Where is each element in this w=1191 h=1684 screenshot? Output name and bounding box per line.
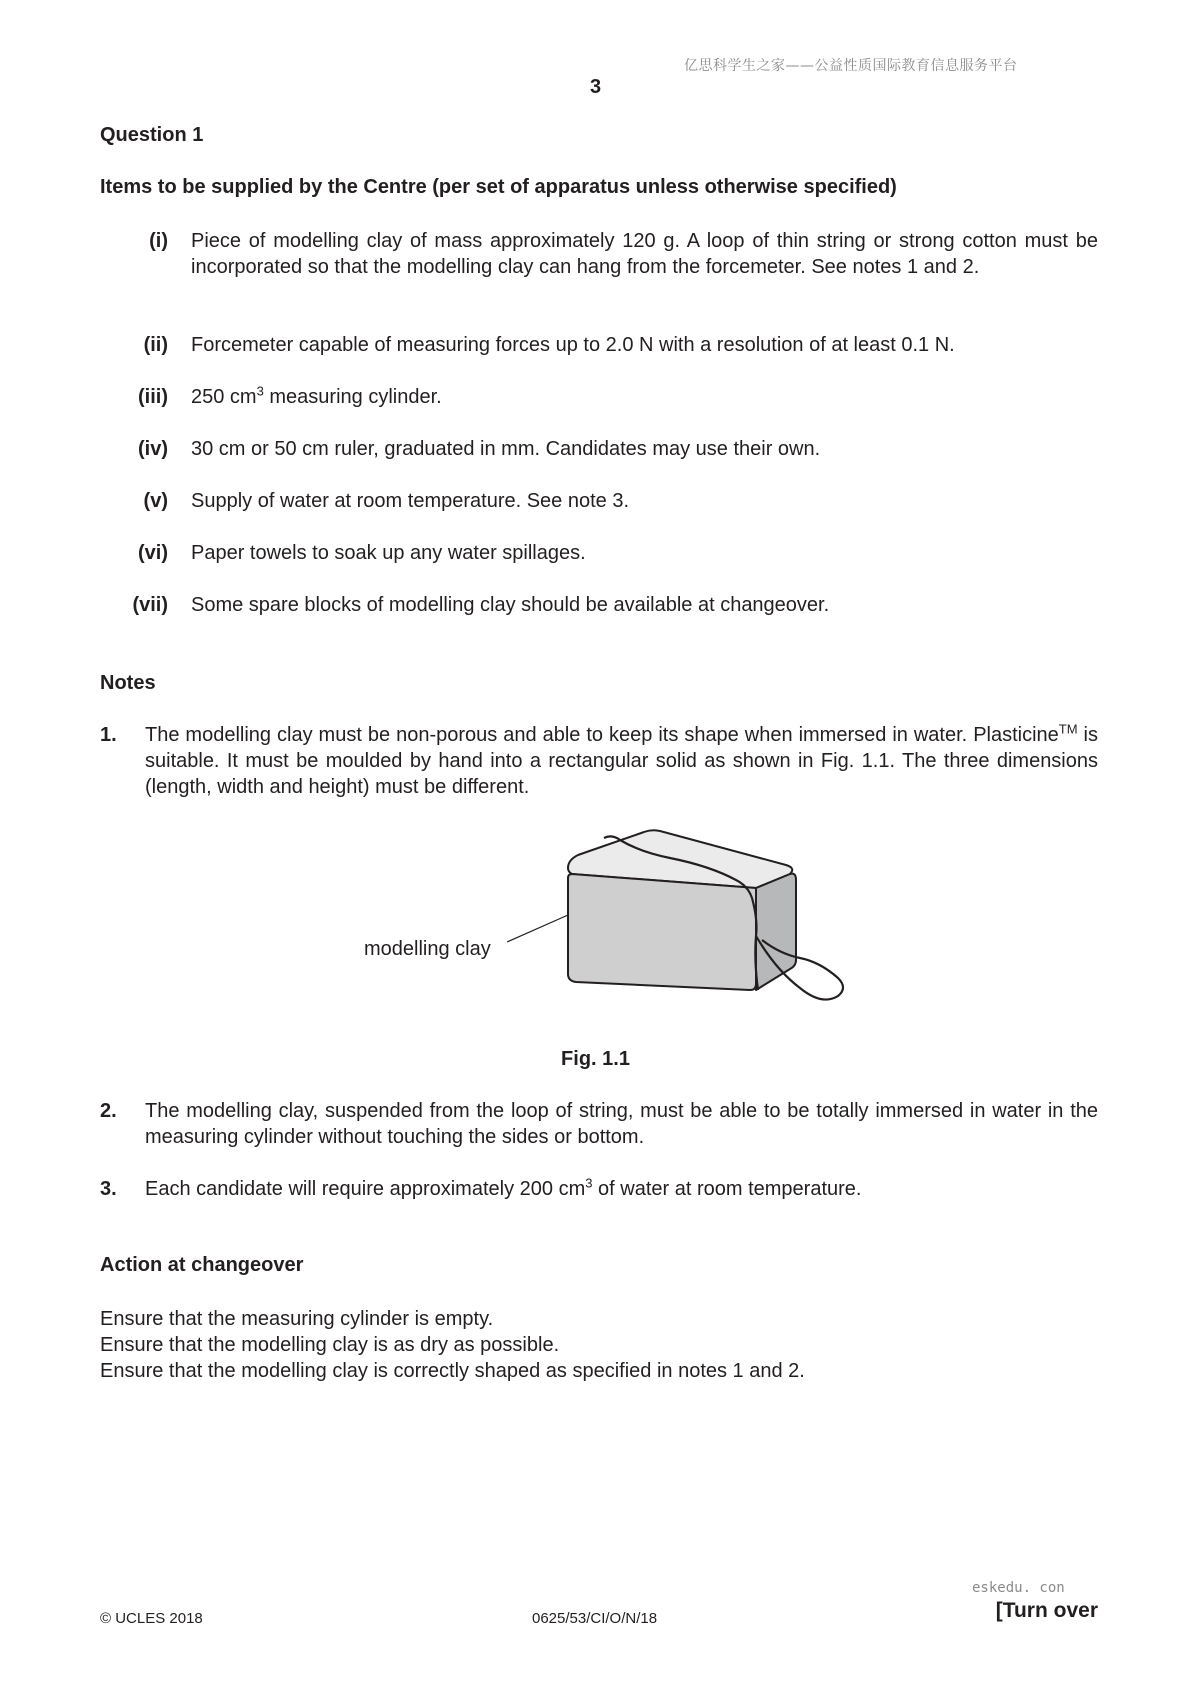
figure-leader-line: [507, 915, 568, 942]
item-text: Some spare blocks of modelling clay should be available at changeover.: [191, 594, 830, 616]
figure-caption: Fig. 1.1: [561, 1048, 630, 1070]
note-text-part: is suitable. It must be moulded by hand into a rectangular solid as shown in Fig. 1.1. The three dimensions (length, width and height) must be different.: [145, 724, 1098, 798]
changeover-heading: Action at changeover: [100, 1254, 304, 1276]
notes-heading: Notes: [100, 672, 156, 694]
item-text: Piece of modelling clay of mass approximately 120 g. A loop of thin string or strong cotton must be incorporated so that the modelling clay can hang from the forcemeter. See notes 1 and 2.: [191, 230, 1098, 278]
item-number: (vii): [132, 594, 168, 616]
copyright: © UCLES 2018: [100, 1610, 203, 1627]
note-number: 1.: [100, 724, 117, 746]
changeover-line: Ensure that the measuring cylinder is empty.: [100, 1308, 494, 1330]
changeover-line: Ensure that the modelling clay is as dry as possible.: [100, 1334, 560, 1356]
note-number: 3.: [100, 1178, 117, 1200]
item-text-part: measuring cylinder.: [263, 386, 442, 408]
changeover-line: Ensure that the modelling clay is correctly shaped as specified in notes 1 and 2.: [100, 1360, 805, 1382]
item-text: Supply of water at room temperature. See note 3.: [191, 490, 630, 512]
question-title: Question 1: [100, 124, 204, 146]
watermark-top: 亿思科学生之家——公益性质国际教育信息服务平台: [684, 58, 1018, 74]
note-text-part: Each candidate will require approximately 200 cm: [145, 1178, 586, 1200]
item-text: Forcemeter capable of measuring forces up to 2.0 N with a resolution of at least 0.1 N.: [191, 334, 955, 356]
clay-side-face: [756, 874, 796, 990]
figure-label: modelling clay: [364, 938, 491, 960]
note-text-part: The modelling clay must be non-porous and able to keep its shape when immersed in water. Plasticine: [145, 724, 1059, 746]
item-text: 30 cm or 50 cm ruler, graduated in mm. Candidates may use their own.: [191, 438, 821, 460]
item-number: (vi): [138, 542, 168, 564]
note-text: The modelling clay, suspended from the loop of string, must be able to be totally immersed in water in the measuring cylinder without touching the sides or bottom.: [145, 1100, 1098, 1148]
note-text-part: of water at room temperature.: [592, 1178, 862, 1200]
item-number: (iv): [138, 438, 168, 460]
item-number: (iii): [138, 386, 168, 408]
item-text-part: 250 cm: [191, 386, 257, 408]
clay-front-face: [568, 874, 756, 990]
item-number: (ii): [143, 334, 168, 356]
watermark-bottom: eskedu. con: [972, 1580, 1065, 1596]
modelling-clay-figure: [500, 820, 860, 1020]
item-number: (i): [149, 230, 168, 252]
item-number: (v): [143, 490, 168, 512]
superscript: 3: [585, 1175, 593, 1191]
superscript: 3: [256, 383, 264, 399]
page-number: 3: [589, 76, 602, 98]
items-heading: Items to be supplied by the Centre (per set of apparatus unless otherwise specified): [100, 176, 897, 198]
note-text: [145, 1176, 1098, 1202]
note-text: [145, 722, 1098, 800]
trademark-superscript: TM: [1058, 721, 1078, 737]
item-text: Paper towels to soak up any water spillages.: [191, 542, 586, 564]
paper-code: 0625/53/CI/O/N/18: [532, 1610, 658, 1627]
turn-over: [Turn over: [995, 1599, 1098, 1622]
note-number: 2.: [100, 1100, 117, 1122]
item-text: [191, 384, 1098, 410]
